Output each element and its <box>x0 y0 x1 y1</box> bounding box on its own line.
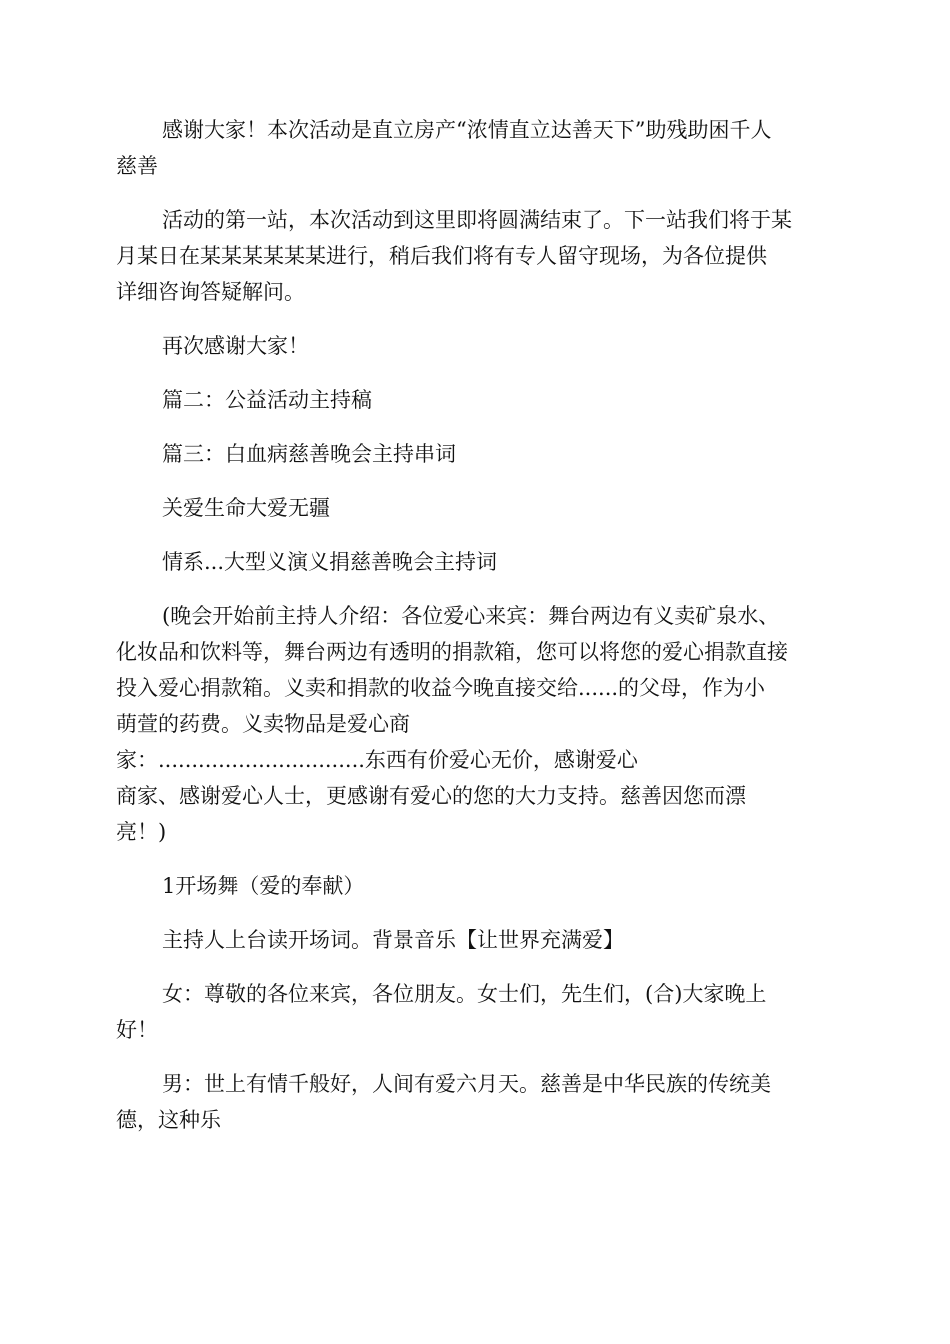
text-line: 1开场舞（爱的奉献） <box>162 874 365 898</box>
paragraph-thanks-again <box>116 328 834 364</box>
text-line: 篇二：公益活动主持稿 <box>162 388 372 412</box>
text-line: (晚会开始前主持人介绍：各位爱心来宾：舞台两边有义卖矿泉水、 <box>162 604 780 628</box>
text-line: 萌萱的药费。义卖物品是爱心商 <box>116 712 410 736</box>
text-line: 再次感谢大家！ <box>162 334 309 358</box>
text-line: 女：尊敬的各位来宾，各位朋友。女士们，先生们，(合)大家晚上 <box>162 982 767 1006</box>
paragraph-male-host <box>116 1066 834 1138</box>
paragraph-first-stop <box>116 202 834 310</box>
text-line: 活动的第一站，本次活动到这里即将圆满结束了。下一站我们将于某 <box>162 208 792 232</box>
text-line: 篇三：白血病慈善晚会主持串词 <box>162 442 456 466</box>
text-line: 商家、感谢爱心人士，更感谢有爱心的您的大力支持。慈善因您而漂 <box>116 784 746 808</box>
text-line: 化妆品和饮料等，舞台两边有透明的捐款箱，您可以将您的爱心捐款直接 <box>116 640 788 664</box>
text-line: 主持人上台读开场词。背景音乐【让世界充满爱】 <box>162 928 624 952</box>
heading-part-three <box>116 436 834 472</box>
document-body <box>116 112 834 1156</box>
heading-part-two <box>116 382 834 418</box>
text-line: 亮！) <box>116 820 167 844</box>
heading-title <box>116 490 834 526</box>
text-line: 投入爱心捐款箱。义卖和捐款的收益今晚直接交给......的父母，作为小 <box>116 676 766 700</box>
paragraph-thanks <box>116 112 834 184</box>
text-line: 月某日在某某某某某某进行，稍后我们将有专人留守现场，为各位提供 <box>116 244 767 268</box>
paragraph-host-opening <box>116 922 834 958</box>
paragraph-female-host <box>116 976 834 1048</box>
text-line: 感谢大家！本次活动是直立房产“浓情直立达善天下”助残助困千人 <box>162 118 772 142</box>
paragraph-intro <box>116 598 834 850</box>
text-line: 好！ <box>116 1018 158 1042</box>
text-line: 详细咨询答疑解问。 <box>116 280 305 304</box>
text-line: 关爱生命大爱无疆 <box>162 496 330 520</box>
text-line: 男：世上有情千般好，人间有爱六月天。慈善是中华民族的传统美 <box>162 1072 771 1096</box>
heading-subtitle <box>116 544 834 580</box>
paragraph-opening-dance <box>116 868 834 904</box>
text-line: 德，这种乐 <box>116 1108 221 1132</box>
text-line: 情系...大型义演义捐慈善晚会主持词 <box>162 550 498 574</box>
text-line: 慈善 <box>116 154 158 178</box>
text-line: 家：...............................东西有价爱心无价，感谢爱心 <box>116 748 638 772</box>
